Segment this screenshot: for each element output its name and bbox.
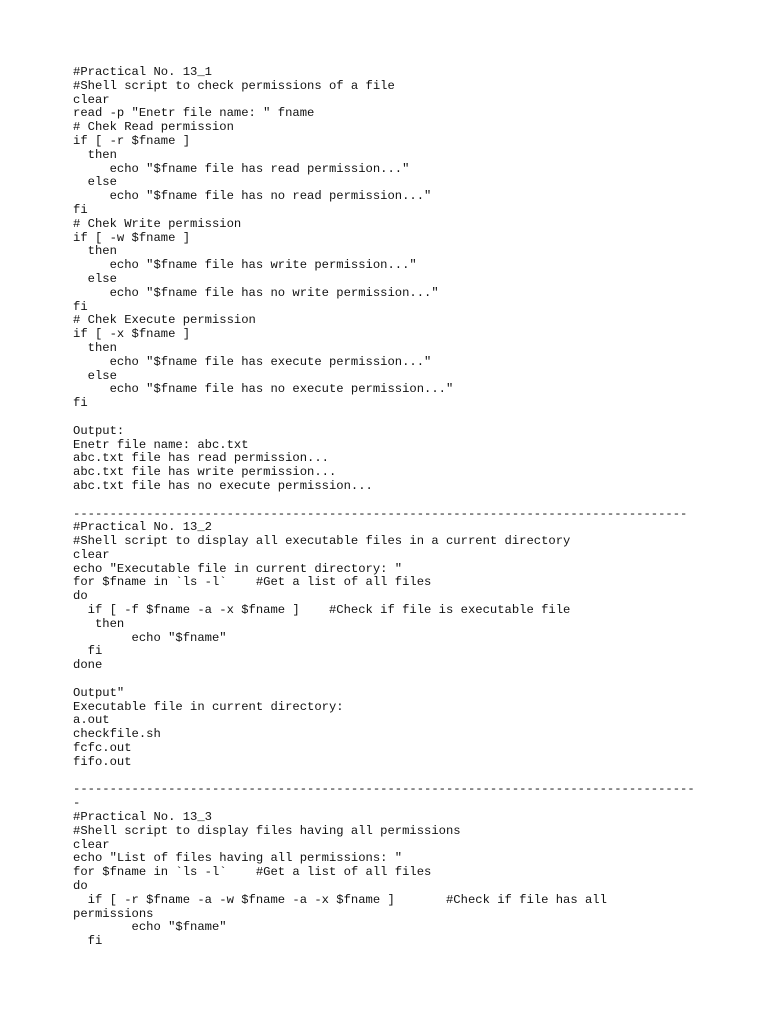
code-line: abc.txt file has read permission...	[73, 451, 329, 466]
code-line: echo "$fname file has read permission..."	[73, 161, 410, 176]
code-line: fcfc.out	[73, 741, 132, 756]
code-line: echo "$fname"	[73, 630, 227, 645]
code-line: #Practical No. 13_1	[73, 65, 212, 79]
code-line	[73, 494, 733, 508]
code-line: if [ -r $fname -a -w $fname -a -x $fname ] #Check if file has all	[73, 892, 607, 907]
code-line: -------------------------------------------------------------------------------------	[73, 782, 695, 797]
code-line: # Chek Read permission	[73, 120, 234, 135]
code-line: clear	[73, 92, 110, 107]
code-line: echo "List of files having all permissions: "	[73, 851, 403, 866]
code-line: echo "$fname file has write permission..."	[73, 258, 417, 273]
code-line: for $fname in `ls -l` #Get a list of all files	[73, 575, 432, 590]
code-line: if [ -x $fname ]	[73, 327, 191, 342]
code-line: fi	[73, 934, 103, 949]
code-line: #Practical No. 13_3	[73, 810, 212, 825]
code-line: do	[73, 589, 88, 604]
code-line: permissions	[73, 906, 154, 921]
code-line: #Shell script to display files having all permissions	[73, 823, 461, 838]
code-line: echo "$fname file has no read permission..."	[73, 189, 432, 204]
code-line: then	[73, 340, 117, 355]
code-line: echo "$fname file has execute permission..."	[73, 354, 432, 369]
code-line	[73, 673, 733, 687]
code-line: a.out	[73, 713, 110, 728]
code-line: -	[73, 796, 81, 811]
code-line: fi	[73, 396, 88, 411]
code-line	[73, 411, 733, 425]
code-line: Executable file in current directory:	[73, 699, 344, 714]
code-line: clear	[73, 837, 110, 852]
code-line: Output:	[73, 423, 125, 438]
code-listing	[73, 66, 733, 949]
code-line: echo "$fname file has no execute permission..."	[73, 382, 454, 397]
code-line: #Shell script to display all executable files in a current directory	[73, 534, 571, 549]
code-line: Output"	[73, 685, 125, 700]
code-line: if [ -w $fname ]	[73, 230, 191, 245]
code-line: fifo.out	[73, 754, 132, 769]
code-line: for $fname in `ls -l` #Get a list of all files	[73, 865, 432, 880]
code-line: # Chek Write permission	[73, 216, 242, 231]
code-line: abc.txt file has no execute permission...	[73, 478, 373, 493]
code-line: do	[73, 879, 88, 894]
code-line: read -p "Enetr file name: " fname	[73, 106, 315, 121]
code-line: if [ -r $fname ]	[73, 133, 191, 148]
code-line: clear	[73, 547, 110, 562]
code-line: # Chek Execute permission	[73, 313, 256, 328]
code-line: ------------------------------------------------------------------------------------	[73, 506, 688, 521]
code-line: echo "$fname file has no write permission..."	[73, 285, 439, 300]
code-line: fi	[73, 299, 88, 314]
code-line: #Practical No. 13_2	[73, 520, 212, 535]
code-line: else	[73, 175, 117, 190]
code-line: if [ -f $fname -a -x $fname ] #Check if file is executable file	[73, 603, 571, 618]
code-line: abc.txt file has write permission...	[73, 465, 337, 480]
code-line: then	[73, 147, 117, 162]
code-line: #Shell script to check permissions of a file	[73, 78, 395, 93]
code-line: checkfile.sh	[73, 727, 161, 742]
code-line: else	[73, 368, 117, 383]
code-line: else	[73, 271, 117, 286]
code-line: fi	[73, 644, 103, 659]
code-line: then	[73, 244, 117, 259]
code-line: echo "$fname"	[73, 920, 227, 935]
code-line: done	[73, 658, 103, 673]
code-line: echo "Executable file in current directory: "	[73, 561, 403, 576]
code-line: Enetr file name: abc.txt	[73, 437, 249, 452]
code-line: fi	[73, 202, 88, 217]
code-line	[73, 770, 733, 784]
code-line: then	[73, 616, 125, 631]
